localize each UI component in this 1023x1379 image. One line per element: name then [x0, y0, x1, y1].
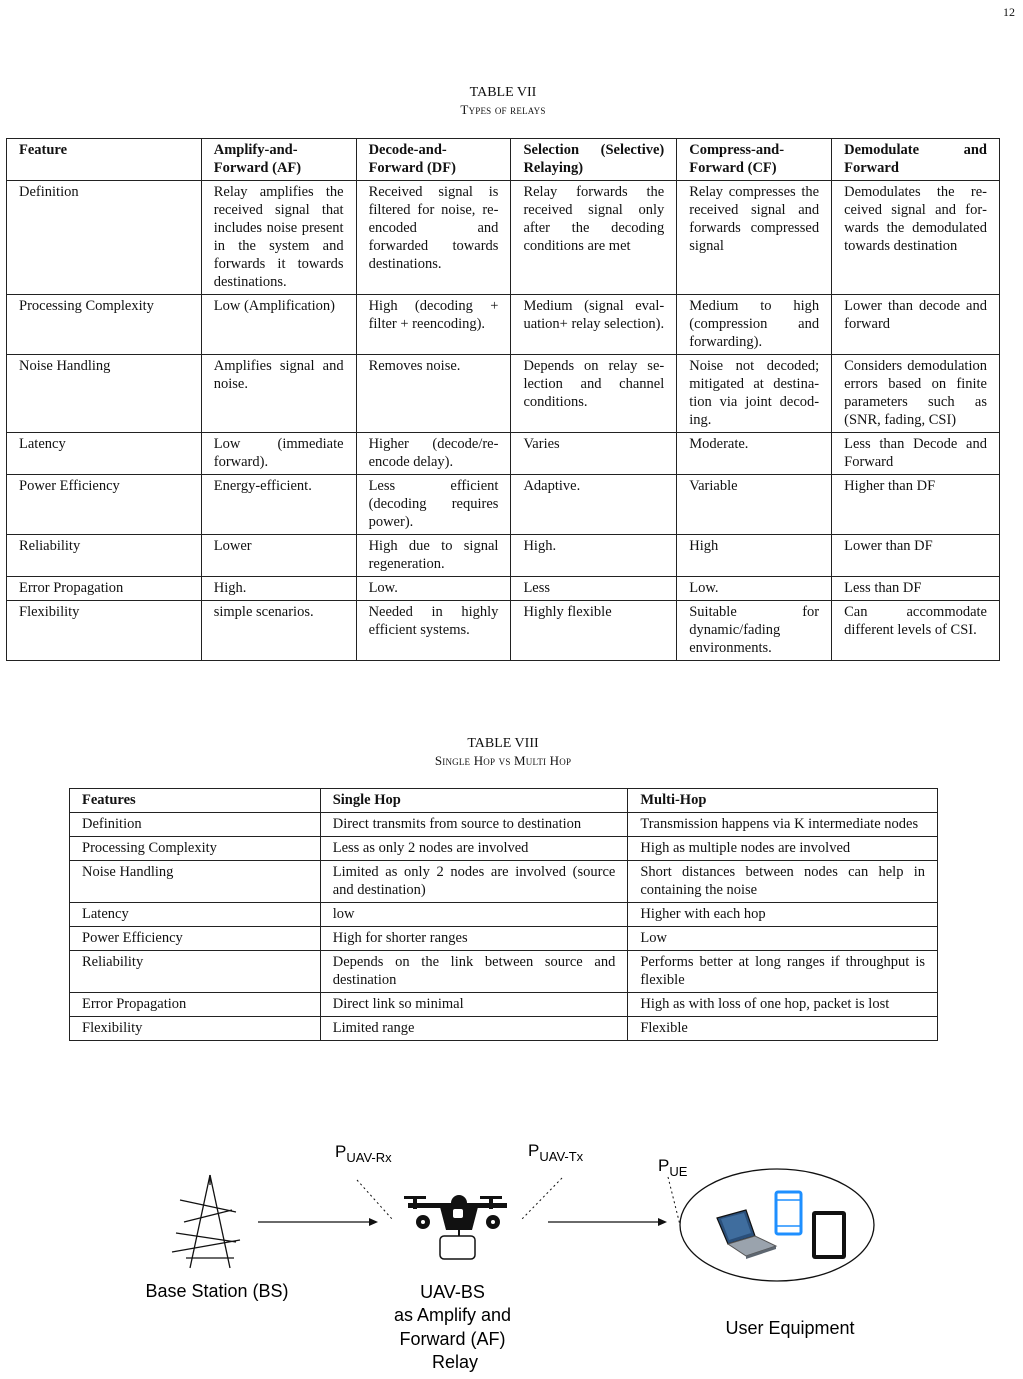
table-cell: Performs better at long ranges if throughput is flexible [628, 951, 938, 993]
table-cell: Demodulates the received signal and forwards the demodulated towards destination [832, 181, 1000, 295]
row-label: Processing Complexity [7, 295, 202, 355]
table-cell: Less [511, 577, 677, 601]
laptop-icon [717, 1210, 776, 1259]
table-cell: Lower [201, 535, 356, 577]
table-cell: High [677, 535, 832, 577]
table-cell: Received signal is filtered for noise, re-encoded and forwarded towards destinations. [356, 181, 511, 295]
table-cell: Transmission happens via K intermediate nodes [628, 813, 938, 837]
row-label: Noise Handling [70, 861, 321, 903]
drone-icon [404, 1195, 507, 1259]
table-cell: High as multiple nodes are involved [628, 837, 938, 861]
uav-label: UAV-BS as Amplify and Forward (AF) Relay [393, 1282, 512, 1372]
column-header-feature: Feature [7, 139, 202, 181]
table-cell: Flexible [628, 1017, 938, 1041]
row-label: Error Propagation [70, 993, 321, 1017]
column-header-single-hop: Single Hop [320, 789, 628, 813]
row-label: Reliability [70, 951, 321, 993]
column-header-amplify-and-forward-af: Amplify-and-Forward (AF) [201, 139, 356, 181]
table-cell: low [320, 903, 628, 927]
table-cell: Noise not decoded; mitigated at destination via joint decoding. [677, 355, 832, 433]
row-label: Latency [70, 903, 321, 927]
table-cell: Limited range [320, 1017, 628, 1041]
table-cell: Can accommodate different levels of CSI. [832, 601, 1000, 661]
table-cell: Amplifies signal and noise. [201, 355, 356, 433]
p-ue-label: $P_{UE}$ [658, 1156, 688, 1179]
column-header-compress-and-forward-cf: Compress-and-Forward (CF) [677, 139, 832, 181]
table-cell: Relay amplifies the received signal that includes noise present in the system and forwards it towards destinations. [201, 181, 356, 295]
table7-caption-sub: Types of relays [460, 102, 546, 117]
p-uav-tx-label: $P_{UAV-Tx}$ [528, 1141, 584, 1164]
table8-caption-sub: Single Hop vs Multi Hop [434, 753, 572, 768]
row-label: Power Efficiency [7, 475, 202, 535]
table-cell: Relay compresses the received signal and forwards compressed signal [677, 181, 832, 295]
row-label: Flexibility [70, 1017, 321, 1041]
row-label: Reliability [7, 535, 202, 577]
table-cell: Depends on the link between source and destination [320, 951, 628, 993]
table-cell: Medium (signal evaluation+ relay selection). [511, 295, 677, 355]
table-cell: Energy-efficient. [201, 475, 356, 535]
phone-icon [776, 1192, 801, 1234]
table-cell: High (decoding + filter + reencoding). [356, 295, 511, 355]
tablet-icon [812, 1211, 846, 1259]
table-cell: simple scenarios. [201, 601, 356, 661]
table-cell: Low (immediate forward). [201, 433, 356, 475]
column-header-selection-selective-relaying: Selection (Selective) Relaying) [511, 139, 677, 181]
bs-label: Base Station (BS) [145, 1281, 289, 1301]
table-cell: Less than DF [832, 577, 1000, 601]
column-header-features: Features [70, 789, 321, 813]
row-label: Definition [70, 813, 321, 837]
table-cell: Short distances between nodes can help in containing the noise [628, 861, 938, 903]
table-cell: Depends on relay selection and channel conditions. [511, 355, 677, 433]
table-cell: Low [628, 927, 938, 951]
table-cell: Less as only 2 nodes are involved [320, 837, 628, 861]
table-cell: Highly flexible [511, 601, 677, 661]
row-label: Power Efficiency [70, 927, 321, 951]
table-cell: Variable [677, 475, 832, 535]
table-cell: Low. [677, 577, 832, 601]
table-cell: Considers demodulation errors based on finite parameters such as (SNR, fading, CSI) [832, 355, 1000, 433]
table8-caption-title: TABLE VIII [467, 736, 539, 751]
row-label: Processing Complexity [70, 837, 321, 861]
page-number: 12 [1003, 5, 1015, 19]
ue-label: User Equipment [725, 1318, 855, 1338]
row-label: Noise Handling [7, 355, 202, 433]
table-cell: Relay forwards the received signal only after the decoding conditions are met [511, 181, 677, 295]
row-label: Error Propagation [7, 577, 202, 601]
tower-icon [172, 1175, 240, 1268]
column-header-multi-hop: Multi-Hop [628, 789, 938, 813]
table-cell: Adaptive. [511, 475, 677, 535]
p-ue-leader [668, 1177, 680, 1225]
table-cell: Moderate. [677, 433, 832, 475]
row-label: Latency [7, 433, 202, 475]
row-label: Definition [7, 181, 202, 295]
link-arrow-bs-uav [258, 1218, 378, 1226]
link-arrow-uav-ue [548, 1218, 667, 1226]
table-cell: High due to signal regeneration. [356, 535, 511, 577]
table-cell: Lower than decode and forward [832, 295, 1000, 355]
column-header-decode-and-forward-df: Decode-and-Forward (DF) [356, 139, 511, 181]
table-cell: Less efficient (decoding requires power). [356, 475, 511, 535]
table-cell: Direct link so minimal [320, 993, 628, 1017]
table7-caption-title: TABLE VII [469, 85, 537, 100]
table-cell: High as with loss of one hop, packet is lost [628, 993, 938, 1017]
table-cell: Medium to high (compression and forwarding). [677, 295, 832, 355]
table-cell: Lower than DF [832, 535, 1000, 577]
table-cell: Higher with each hop [628, 903, 938, 927]
table-cell: Removes noise. [356, 355, 511, 433]
table-cell: Low (Amplification) [201, 295, 356, 355]
p-tx-leader [522, 1178, 562, 1219]
table-cell: Suitable for dynamic/fading environments. [677, 601, 832, 661]
table-cell: Low. [356, 577, 511, 601]
row-label: Flexibility [7, 601, 202, 661]
table-cell: Less than Decode and Forward [832, 433, 1000, 475]
p-uav-rx-label: $P_{UAV-Rx}$ [335, 1142, 392, 1165]
column-header-demodulate-and-forward: Demodulate and Forward [832, 139, 1000, 181]
table-cell: High. [201, 577, 356, 601]
table-cell: Direct transmits from source to destination [320, 813, 628, 837]
table-cell: High for shorter ranges [320, 927, 628, 951]
table-cell: Limited as only 2 nodes are involved (source and destination) [320, 861, 628, 903]
table-cell: High. [511, 535, 677, 577]
table-cell: Needed in highly efficient systems. [356, 601, 511, 661]
p-rx-leader [357, 1180, 392, 1219]
table-cell: Higher (decode/reencode delay). [356, 433, 511, 475]
table-cell: Higher than DF [832, 475, 1000, 535]
table-cell: Varies [511, 433, 677, 475]
